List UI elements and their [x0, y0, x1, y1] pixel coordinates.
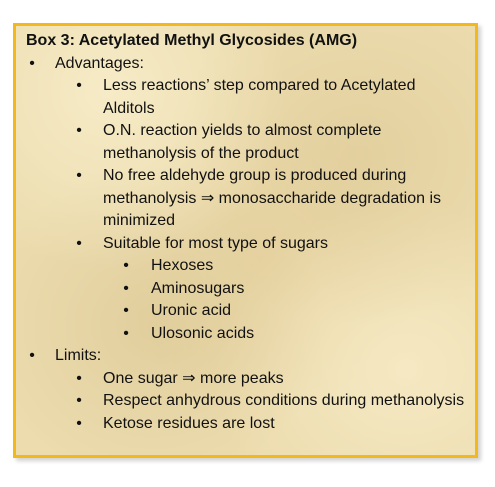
bullet-icon: •	[123, 257, 129, 274]
sugar-type-item	[26, 255, 467, 278]
list-item	[26, 75, 467, 120]
bullet-icon: •	[29, 54, 35, 72]
sugar-type-item	[26, 278, 467, 301]
advantage-text: Suitable for most type of sugars	[103, 234, 328, 252]
limit-text: Respect anhydrous conditions during methanolysis	[103, 392, 465, 409]
sugar-type-text: Ulosonic acids	[151, 324, 255, 342]
bullet-icon: •	[76, 77, 82, 94]
sugar-type-text: Hexoses	[151, 257, 214, 274]
advantage-text: Less reactions’ step compared to Acetylated Alditols	[103, 77, 416, 117]
limits-label: Limits:	[55, 347, 102, 364]
bullet-icon: •	[29, 347, 35, 364]
list-item	[26, 120, 467, 165]
advantage-text: No free aldehyde group is produced during methanolysis ⇒ monosaccharide degradation is minimized	[103, 167, 442, 229]
advantages-label: Advantages:	[55, 54, 144, 72]
advantage-text: O.N. reaction yields to almost complete methanolysis of the product	[103, 122, 382, 162]
bullet-icon: •	[76, 122, 82, 139]
amg-box	[13, 23, 478, 458]
bullet-icon: •	[123, 324, 129, 342]
bullet-icon: •	[123, 279, 129, 297]
bullet-icon: •	[76, 392, 82, 409]
advantages-heading	[26, 53, 467, 76]
limits-heading	[26, 345, 467, 368]
box-title: Box 3: Acetylated Methyl Glycosides (AMG)	[26, 32, 358, 49]
list-item	[26, 390, 467, 413]
bullet-icon: •	[76, 234, 82, 252]
bullet-icon: •	[123, 302, 129, 319]
sugar-type-item	[26, 323, 467, 346]
sugar-type-text: Uronic acid	[151, 302, 232, 319]
sugar-type-text: Aminosugars	[151, 279, 245, 297]
bullet-icon: •	[76, 369, 82, 387]
list-item	[26, 165, 467, 233]
list-item	[26, 368, 467, 391]
sugar-type-item	[26, 300, 467, 323]
list-item	[26, 413, 467, 436]
bullet-icon: •	[76, 167, 82, 184]
list-item	[26, 233, 467, 256]
limit-text: Ketose residues are lost	[103, 414, 275, 432]
box-content	[26, 30, 467, 435]
limit-text: One sugar ⇒ more peaks	[103, 369, 284, 387]
bullet-icon: •	[76, 414, 82, 432]
